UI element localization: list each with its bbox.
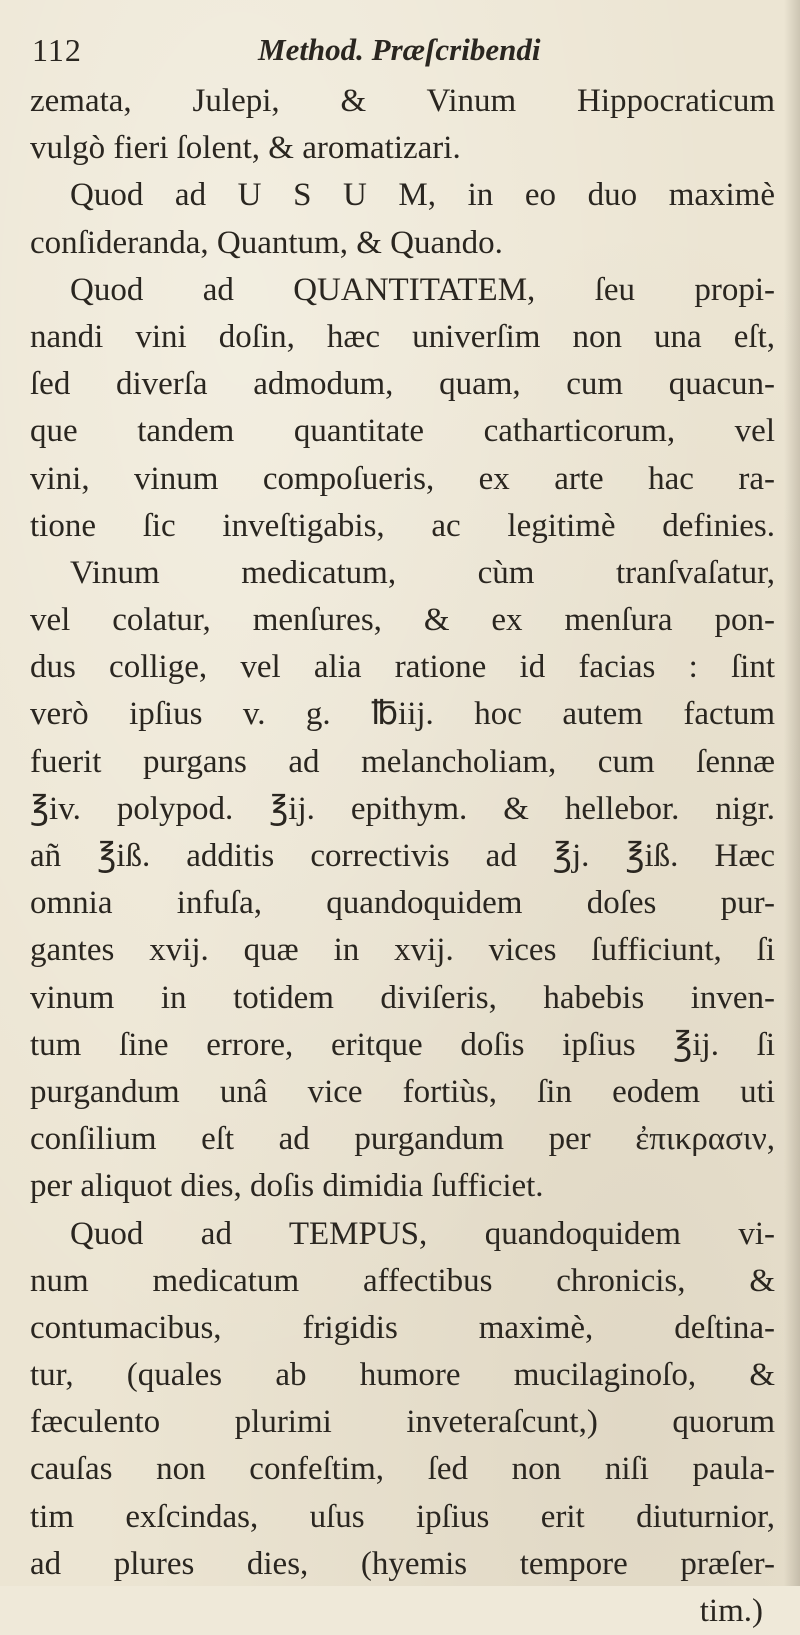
text-line: vinum in totidem diviſeris, habebis inven- — [30, 979, 775, 1016]
body-text — [30, 78, 775, 1635]
page-header — [32, 30, 772, 74]
text-line: tione ſic inveſtigabis, ac legitimè definies. — [30, 507, 775, 544]
paragraph-start-line: Quod ad U S U M, in eo duo maximè — [70, 177, 775, 214]
page-number: 112 — [32, 32, 82, 68]
text-line: fuerit purgans ad melancholiam, cum ſennæ — [30, 743, 775, 780]
text-line: ad plures dies, (hyemis tempore præſer- — [30, 1545, 775, 1582]
page-edge-shadow — [784, 0, 800, 1586]
text-line: tim.) — [699, 1593, 763, 1629]
paragraph-start-line: Vinum medicatum, cùm tranſvaſatur, — [70, 554, 775, 591]
text-line: per aliquot dies, doſis dimidia ſufficiet. — [30, 1168, 544, 1205]
running-head: Method. Præſcribendi — [258, 32, 541, 67]
text-line: num medicatum affectibus chronicis, & — [30, 1262, 775, 1299]
text-line: conſilium eſt ad purgandum per ἐπικρασιν, — [30, 1121, 775, 1158]
text-line: fæculento plurimi inveteraſcunt,) quorum — [30, 1404, 775, 1441]
text-line: que tandem quantitate catharticorum, vel — [30, 413, 775, 450]
text-line: verò ipſius v. g. ℔iij. hoc autem factum — [30, 696, 775, 733]
text-line: contumacibus, frigidis maximè, deſtina- — [30, 1309, 775, 1346]
text-line: tur, (quales ab humore mucilaginoſo, & — [30, 1357, 775, 1394]
text-line: ſed diverſa admodum, quam, cum quacun- — [30, 366, 775, 403]
text-line: vel colatur, menſures, & ex menſura pon- — [30, 602, 775, 639]
text-line: dus collige, vel alia ratione id facias : ſint — [30, 649, 775, 686]
text-line: vulgò fieri ſolent, & aromatizari. — [30, 130, 461, 167]
text-line: nandi vini doſin, hæc univerſim non una eſt, — [30, 318, 775, 355]
paragraph-start-line: Quod ad TEMPUS, quandoquidem vi- — [70, 1215, 775, 1252]
text-line: zemata, Julepi, & Vinum Hippocraticum — [30, 83, 775, 119]
text-line: vini, vinum compoſueris, ex arte hac ra- — [30, 460, 775, 497]
text-line: gantes xvij. quæ in xvij. vices ſufficiunt, ſi — [30, 932, 775, 969]
text-line: tim exſcindas, uſus ipſius erit diuturnior, — [30, 1498, 775, 1535]
text-line: purgandum unâ vice fortiùs, ſin eodem uti — [30, 1073, 775, 1110]
paragraph-start-line: Quod ad QUANTITATEM, ſeu propi- — [70, 271, 775, 308]
text-line: añ ℥iß. additis correctivis ad ℥j. ℥iß. Hæc — [30, 838, 775, 874]
text-line: conſideranda, Quantum, & Quando. — [30, 224, 503, 261]
text-line: ℥iv. polypod. ℥ij. epithym. & hellebor. nigr. — [30, 790, 775, 827]
text-line: cauſas non confeſtim, ſed non niſi paula- — [30, 1451, 775, 1488]
text-line: omnia infuſa, quandoquidem doſes pur- — [30, 885, 775, 922]
text-line: tum ſine errore, eritque doſis ipſius ℥ij. ſi — [30, 1026, 775, 1063]
